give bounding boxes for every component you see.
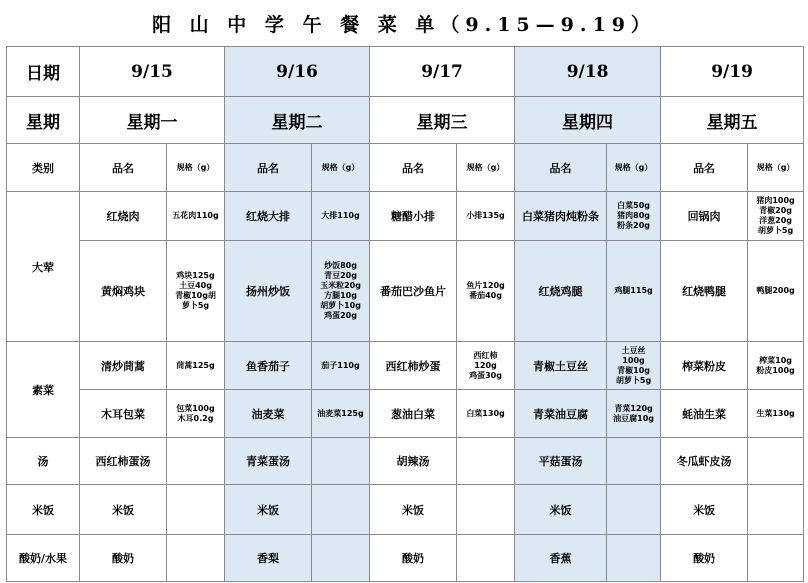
soup-name-cell: 平菇蛋汤	[515, 438, 607, 485]
spec-line: 土豆丝	[621, 345, 646, 355]
dish-spec-cell	[607, 241, 661, 342]
dessert-name-cell: 香梨	[225, 535, 312, 582]
date-cell: 9/19	[661, 47, 804, 97]
spec-line: 青椒10g胡	[175, 291, 216, 300]
spec-line: 鸡蛋30g	[469, 370, 502, 380]
spec-line: 玉米粒20g	[320, 281, 361, 290]
weekday-cell: 星期三	[370, 97, 515, 144]
rice-name-cell: 米饭	[225, 485, 312, 535]
dish-name-cell: 鱼香茄子	[225, 342, 312, 390]
item-header: 品名	[515, 144, 607, 192]
weekday-cell: 星期五	[661, 97, 804, 144]
dish-spec-cell	[167, 390, 225, 438]
spec-line: 粉条20g	[617, 221, 650, 230]
spec-line: 白菜50g	[617, 201, 650, 210]
spec-line: 西红柿	[473, 350, 498, 360]
spec-line: 猪肉80g	[617, 211, 650, 220]
item-header: 品名	[661, 144, 748, 192]
spec-header: 规格（g）	[748, 144, 804, 192]
rice-name-cell: 米饭	[661, 485, 748, 535]
dish-name-cell: 红烧肉	[80, 192, 167, 241]
spec-line: 120g	[474, 360, 497, 370]
dish-name-cell: 葱油白菜	[370, 390, 457, 438]
date-cell: 9/18	[515, 47, 661, 97]
soup-name-cell: 冬瓜虾皮汤	[661, 438, 748, 485]
category-cell: 汤	[7, 438, 80, 485]
dish-spec-cell	[457, 390, 515, 438]
dish-spec-cell	[748, 390, 804, 438]
header-row	[7, 144, 804, 192]
dish-name-cell: 番茄巴沙鱼片	[370, 241, 457, 342]
main2-row	[7, 241, 804, 342]
spec-header: 规格（g）	[167, 144, 225, 192]
dish-spec-cell	[312, 241, 370, 342]
dessert-spec-cell	[167, 535, 225, 582]
soup-spec-cell	[607, 438, 661, 485]
dish-spec-cell	[312, 390, 370, 438]
soup-name-cell: 青菜蛋汤	[225, 438, 312, 485]
spec-line: 青豆20g	[324, 271, 357, 280]
dish-name-cell: 蚝油生菜	[661, 390, 748, 438]
date-label: 日期	[7, 47, 80, 97]
dessert-spec-cell	[457, 535, 515, 582]
category-cell: 米饭	[7, 485, 80, 535]
weekday-label: 星期	[7, 97, 80, 144]
dish-spec-cell	[457, 241, 515, 342]
soup-spec-cell	[167, 438, 225, 485]
dish-spec-cell	[167, 342, 225, 390]
spec-line: 生菜130g	[756, 408, 795, 418]
dish-spec-cell	[167, 241, 225, 342]
spec-line: 鸭腿200g	[756, 286, 795, 295]
dish-name-cell: 白菜猪肉炖粉条	[515, 192, 607, 241]
rice-spec-cell	[607, 485, 661, 535]
dish-name-cell: 榨菜粉皮	[661, 342, 748, 390]
spec-line: 洋葱20g	[759, 216, 792, 225]
dessert-name-cell: 香蕉	[515, 535, 607, 582]
date-cell: 9/15	[80, 47, 225, 97]
weekday-cell: 星期二	[225, 97, 370, 144]
dish-spec-cell	[457, 192, 515, 241]
item-header: 品名	[80, 144, 167, 192]
rice-name-cell: 米饭	[80, 485, 167, 535]
dish-name-cell: 红烧鸭腿	[661, 241, 748, 342]
dish-name-cell: 清炒茼蒿	[80, 342, 167, 390]
dessert-name-cell: 酸奶	[370, 535, 457, 582]
dish-spec-cell	[167, 192, 225, 241]
dish-name-cell: 青椒土豆丝	[515, 342, 607, 390]
spec-line: 胡萝卜5g	[615, 375, 652, 385]
spec-line: 白菜130g	[466, 408, 505, 418]
dish-spec-cell	[457, 342, 515, 390]
spec-line: 粉皮100g	[756, 365, 795, 375]
spec-line: 炒饭80g	[324, 261, 357, 270]
spec-line: 鸡块125g	[176, 271, 215, 280]
weekday-cell: 星期一	[80, 97, 225, 144]
spec-line: 茄子110g	[321, 360, 360, 370]
dish-spec-cell	[607, 390, 661, 438]
soup-name-cell: 西红柿蛋汤	[80, 438, 167, 485]
dish-name-cell: 黄焖鸡块	[80, 241, 167, 342]
spec-line: 100g	[622, 355, 645, 365]
dish-spec-cell	[748, 192, 804, 241]
dessert-name-cell: 酸奶	[80, 535, 167, 582]
dish-name-cell: 西红柿炒蛋	[370, 342, 457, 390]
soup-spec-cell	[748, 438, 804, 485]
dish-name-cell: 红烧大排	[225, 192, 312, 241]
spec-line: 木耳0.2g	[177, 413, 214, 423]
spec-line: 青椒10g	[617, 365, 650, 375]
dessert-spec-cell	[748, 535, 804, 582]
spec-line: 油豆腐10g	[613, 413, 654, 423]
dish-spec-cell	[607, 342, 661, 390]
dish-name-cell: 糖醋小排	[370, 192, 457, 241]
dish-spec-cell	[607, 192, 661, 241]
rice-spec-cell	[748, 485, 804, 535]
rice-name-cell: 米饭	[515, 485, 607, 535]
dish-name-cell: 木耳包菜	[80, 390, 167, 438]
spec-line: 萝卜5g	[181, 301, 210, 310]
spec-line: 鸡腿115g	[614, 286, 653, 295]
spec-line: 胡萝卜5g	[757, 226, 794, 235]
rice-name-cell: 米饭	[370, 485, 457, 535]
page-title: 阳 山 中 学 午 餐 菜 单（9.15—9.19）	[152, 13, 656, 36]
dish-spec-cell	[312, 192, 370, 241]
date-row	[7, 47, 804, 97]
soup-spec-cell	[312, 438, 370, 485]
spec-line: 青椒20g	[759, 206, 792, 215]
spec-line: 茼蒿125g	[176, 360, 215, 370]
menu-table	[6, 46, 804, 582]
spec-line: 猪肉100g	[756, 196, 795, 205]
date-cell: 9/17	[370, 47, 515, 97]
item-header: 品名	[225, 144, 312, 192]
soup-row	[7, 438, 804, 485]
category-cell: 酸奶/水果	[7, 535, 80, 582]
soup-spec-cell	[457, 438, 515, 485]
spec-line: 包菜100g	[176, 403, 215, 413]
spec-line: 榨菜10g	[759, 355, 792, 365]
spec-line: 小排135g	[466, 211, 505, 220]
spec-header: 规格（g）	[312, 144, 370, 192]
rice-spec-cell	[167, 485, 225, 535]
category-cell: 素菜	[7, 342, 80, 438]
dessert-name-cell: 酸奶	[661, 535, 748, 582]
dish-spec-cell	[312, 342, 370, 390]
spec-line: 鱼片120g	[466, 281, 505, 290]
spec-header: 规格（g）	[457, 144, 515, 192]
spec-line: 青菜120g	[614, 403, 653, 413]
spec-line: 五花肉110g	[172, 211, 219, 220]
veg2-row	[7, 390, 804, 438]
menu-body	[7, 47, 804, 582]
weekday-cell: 星期四	[515, 97, 661, 144]
dish-name-cell: 青菜油豆腐	[515, 390, 607, 438]
spec-line: 番茄40g	[469, 291, 502, 300]
dish-name-cell: 回锅肉	[661, 192, 748, 241]
dessert-spec-cell	[607, 535, 661, 582]
item-header: 品名	[370, 144, 457, 192]
spec-header: 规格（g）	[607, 144, 661, 192]
date-cell: 9/16	[225, 47, 370, 97]
spec-line: 土豆40g	[179, 281, 212, 290]
spec-line: 胡萝卜10g	[320, 301, 361, 310]
weekday-row	[7, 97, 804, 144]
rice-row	[7, 485, 804, 535]
spec-line: 鸡蛋20g	[324, 311, 357, 320]
dish-name-cell: 红烧鸡腿	[515, 241, 607, 342]
spec-line: 油麦菜125g	[317, 408, 364, 418]
veg1-row	[7, 342, 804, 390]
dish-name-cell: 扬州炒饭	[225, 241, 312, 342]
dessert-row	[7, 535, 804, 582]
category-header: 类别	[7, 144, 80, 192]
main1-row	[7, 192, 804, 241]
dish-name-cell: 油麦菜	[225, 390, 312, 438]
dessert-spec-cell	[312, 535, 370, 582]
rice-spec-cell	[312, 485, 370, 535]
spec-line: 大排110g	[321, 211, 360, 220]
category-cell: 大荤	[7, 192, 80, 342]
spec-line: 方腿10g	[324, 291, 357, 300]
soup-name-cell: 胡辣汤	[370, 438, 457, 485]
dish-spec-cell	[748, 342, 804, 390]
dish-spec-cell	[748, 241, 804, 342]
rice-spec-cell	[457, 485, 515, 535]
